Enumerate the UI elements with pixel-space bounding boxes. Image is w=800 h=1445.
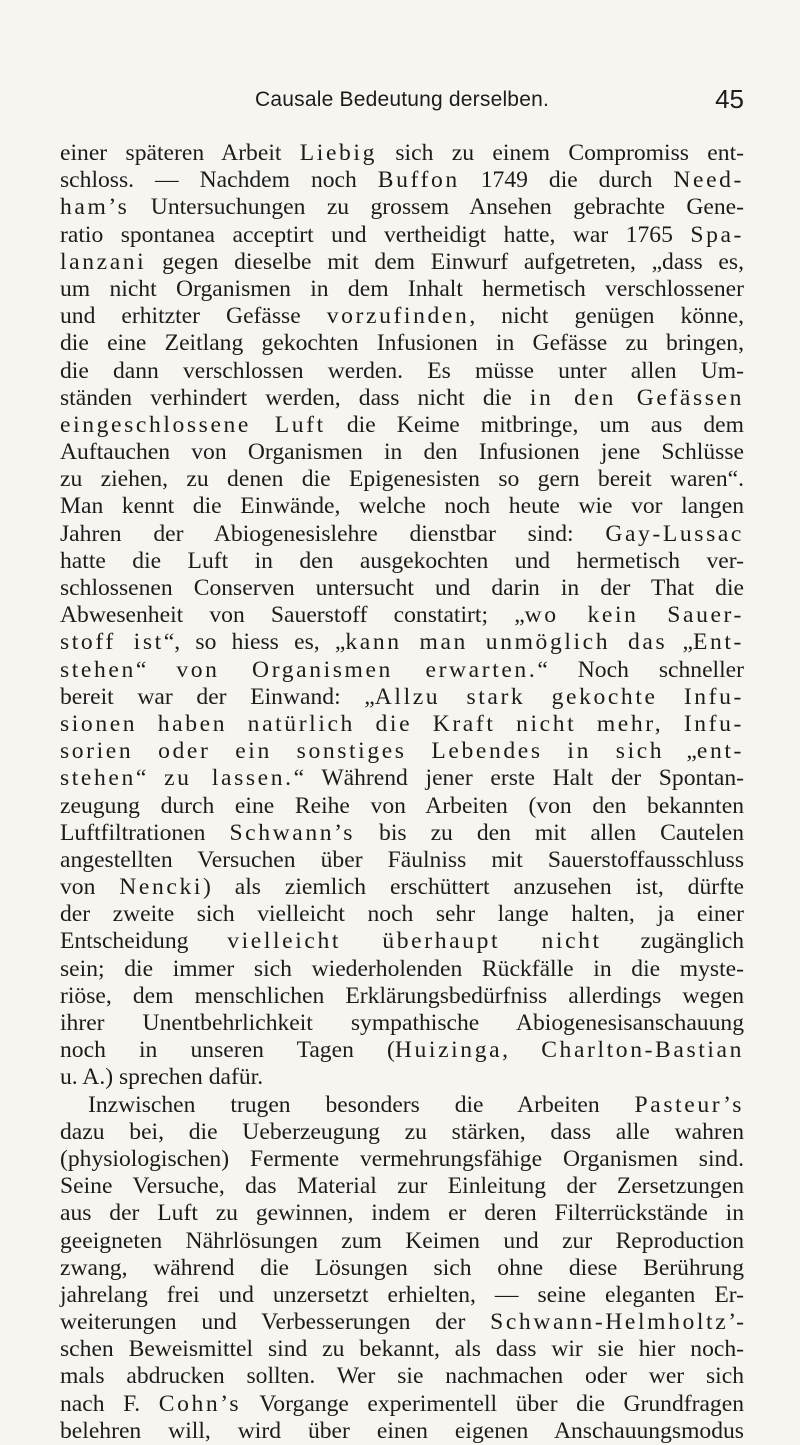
text-run: “ xyxy=(135,765,165,792)
text-run: „ xyxy=(664,738,697,765)
text-line xyxy=(60,521,744,548)
text-run: um nicht Organismen in dem Inhalt hermetisch verschlossener xyxy=(60,275,744,302)
text-run: Jahren der Abiogenesislehre dienstbar sind: xyxy=(60,520,606,547)
spaced-emphasis: Huizinga xyxy=(394,1037,503,1064)
spaced-emphasis: Schwann’s xyxy=(229,819,356,846)
text-run: 1749 die durch xyxy=(459,167,674,194)
text-line xyxy=(60,1064,744,1091)
text-run: Untersuchungen zu grossem Ansehen gebrachte Gene- xyxy=(129,194,744,221)
text-line xyxy=(60,847,744,874)
text-line xyxy=(60,901,744,928)
spaced-emphasis: Allzu stark gekochte Infu- xyxy=(374,683,744,710)
text-run: Vorgange experimentell über die Grundfragen xyxy=(241,1390,744,1417)
spaced-emphasis: ham’s xyxy=(60,194,130,221)
text-run: dazu bei, die Ueberzeugung zu stärken, dass alle wahren xyxy=(60,1118,744,1145)
text-line xyxy=(60,1336,744,1363)
spaced-emphasis: zu lassen. xyxy=(164,765,294,792)
text-line xyxy=(60,657,744,684)
text-line xyxy=(60,765,744,792)
text-run: Man kennt die Einwände, welche noch heute wie vor langen xyxy=(60,493,744,520)
text-line xyxy=(60,1200,744,1227)
text-line xyxy=(60,439,744,466)
text-run: ) als ziemlich erschüttert anzusehen ist, dürfte xyxy=(203,874,744,901)
spaced-emphasis: Gay-Lussac xyxy=(605,520,744,547)
body-text xyxy=(60,140,744,1445)
spaced-emphasis: Pasteur’s xyxy=(634,1091,744,1118)
text-run: aus der Luft zu gewinnen, indem er deren Filterrückstände in xyxy=(60,1200,744,1227)
text-run: die Keime mitbringe, um aus dem xyxy=(325,411,744,438)
text-run: von xyxy=(60,874,120,901)
page-header xyxy=(60,84,744,118)
spaced-emphasis: lanzani xyxy=(60,248,147,275)
text-line xyxy=(60,1092,744,1119)
text-run: Auftauchen von Organismen in den Infusionen jene Schlüsse xyxy=(60,439,744,466)
text-run: Inzwischen trugen besonders die Arbeiten xyxy=(88,1091,635,1118)
text-run: “ Während jener erste Halt der Spontan- xyxy=(293,765,745,792)
text-run: schloss. — Nachdem noch xyxy=(60,167,378,194)
text-run: (physiologischen) Fermente vermehrungsfähige Organismen sind. xyxy=(60,1145,744,1172)
text-line xyxy=(60,983,744,1010)
text-line xyxy=(60,1363,744,1390)
text-line xyxy=(60,412,744,439)
text-line xyxy=(60,330,744,357)
text-run: jahrelang frei und unzersetzt erhielten, — seine eleganten Er- xyxy=(60,1281,744,1308)
text-run: u. A.) sprechen dafür. xyxy=(60,1064,264,1091)
text-line xyxy=(60,1173,744,1200)
text-run: noch in unseren Tagen ( xyxy=(60,1037,395,1064)
text-line xyxy=(60,548,744,575)
text-line xyxy=(60,684,744,711)
text-run: sich zu einem Compromiss ent- xyxy=(377,140,744,166)
text-line xyxy=(60,1391,744,1418)
text-line xyxy=(60,928,744,955)
text-run: riöse, dem menschlichen Erklärungsbedürfniss allerdings wegen xyxy=(60,982,744,1009)
spaced-emphasis: Schwann-Helmholtz xyxy=(490,1309,729,1336)
text-run: sein; die immer sich wiederholenden Rückfälle in die myste- xyxy=(60,955,744,982)
text-run: mals abdrucken sollten. Wer sie nachmachen oder wer sich xyxy=(60,1363,744,1390)
text-line xyxy=(60,1309,744,1336)
text-line xyxy=(60,222,744,249)
text-line xyxy=(60,575,744,602)
text-run: zugänglich xyxy=(601,928,744,955)
text-run: ’- xyxy=(728,1309,744,1336)
text-run: Entscheidung xyxy=(60,928,228,955)
text-line xyxy=(60,303,744,330)
text-run: bereit war der Einwand: „ xyxy=(60,683,375,710)
text-run: angestellten Versuchen über Fäulniss mit Sauerstoffausschluss xyxy=(60,846,744,873)
text-run: ihrer Unentbehrlichkeit sympathische Abiogenesisanschauung xyxy=(60,1010,744,1036)
text-run: , xyxy=(502,1037,542,1064)
text-run: zwang, während die Lösungen sich ohne diese Berührung xyxy=(60,1254,744,1281)
spaced-emphasis: in den Gefässen xyxy=(529,384,744,411)
text-run: bis zu den mit allen Cautelen xyxy=(355,819,745,846)
text-run: ständen verhindert werden, dass nicht die xyxy=(60,384,530,411)
text-run: die eine Zeitlang gekochten Infusionen in Gefässe zu bringen, xyxy=(60,330,744,357)
text-run: nach F. xyxy=(60,1390,159,1417)
text-line xyxy=(60,1282,744,1309)
text-run: und erhitzter Gefässe xyxy=(60,303,327,330)
text-run: zu ziehen, zu denen die Epigenesisten so gern bereit waren“. xyxy=(60,466,744,493)
text-run: Luftfiltrationen xyxy=(60,819,230,846)
text-run: Seine Versuche, das Material zur Einleitung der Zersetzungen xyxy=(60,1173,744,1200)
text-run: zeugung durch eine Reihe von Arbeiten (von den bekannten xyxy=(60,792,744,819)
text-line xyxy=(60,1255,744,1282)
text-line xyxy=(60,1037,744,1064)
text-line xyxy=(60,1010,744,1037)
text-line xyxy=(60,820,744,847)
text-run: , nicht genügen könne, xyxy=(469,303,744,330)
text-line xyxy=(60,1119,744,1146)
text-run: geeigneten Nährlösungen zum Keimen und zur Reproduction xyxy=(60,1227,744,1254)
spaced-emphasis: Ent- xyxy=(692,629,744,656)
text-line xyxy=(60,358,744,385)
page-number: 45 xyxy=(715,84,744,114)
spaced-emphasis: Nencki xyxy=(119,874,204,901)
spaced-emphasis: Need- xyxy=(673,167,744,194)
spaced-emphasis: wo kein Sauer- xyxy=(524,602,744,629)
spaced-emphasis: sorien oder ein sonstiges Lebendes in sich xyxy=(60,738,665,765)
spaced-emphasis: ent- xyxy=(696,738,744,765)
text-line xyxy=(60,738,744,765)
text-line xyxy=(60,1228,744,1255)
spaced-emphasis: stehen xyxy=(60,765,136,792)
spaced-emphasis: vielleicht überhaupt nicht xyxy=(227,928,602,955)
text-run: die dann verschlossen werden. Es müsse unter allen Um- xyxy=(60,357,744,384)
spaced-emphasis: Buffon xyxy=(377,167,460,194)
text-line xyxy=(60,385,744,412)
text-run: weiterungen und Verbesserungen der xyxy=(60,1309,491,1336)
running-title: Causale Bedeutung derselben. xyxy=(255,88,549,111)
spaced-emphasis: stehen xyxy=(60,656,136,683)
text-line xyxy=(60,194,744,221)
spaced-emphasis: sionen haben natürlich die Kraft nicht mehr, Infu- xyxy=(60,710,744,737)
text-run: “, so hiess es, „ xyxy=(163,629,346,656)
text-run: ratio spontanea acceptirt und vertheidigt hatte, war 1765 xyxy=(60,221,691,248)
text-line xyxy=(60,249,744,276)
text-run: hatte die Luft in den ausgekochten und hermetisch ver- xyxy=(60,547,744,574)
spaced-emphasis: vorzufinden xyxy=(326,303,470,330)
spaced-emphasis: stoff ist xyxy=(60,629,164,656)
text-line xyxy=(60,493,744,520)
text-run: gegen dieselbe mit dem Einwurf aufgetreten, „dass es, xyxy=(146,248,744,275)
text-line xyxy=(60,1146,744,1173)
text-run: einer späteren Arbeit xyxy=(60,140,300,166)
text-run: „ xyxy=(667,629,693,656)
text-run: belehren will, wird über einen eigenen Anschauungsmodus xyxy=(60,1417,744,1444)
text-line xyxy=(60,276,744,303)
text-line xyxy=(60,874,744,901)
text-run: Abwesenheit von Sauerstoff constatirt; „ xyxy=(60,602,525,629)
text-line xyxy=(60,602,744,629)
spaced-emphasis: eingeschlossene Luft xyxy=(60,411,326,438)
text-line xyxy=(60,140,744,167)
text-run: schlossenen Conserven untersucht und darin in der That die xyxy=(60,575,744,601)
spaced-emphasis: kann man unmöglich das xyxy=(345,629,668,656)
text-line xyxy=(60,956,744,983)
text-run: schen Beweismittel sind zu bekannt, als dass wir sie hier noch- xyxy=(60,1336,744,1363)
text-line xyxy=(60,793,744,820)
spaced-emphasis: von Organismen erwarten. xyxy=(176,656,538,683)
spaced-emphasis: Charlton-Bastian xyxy=(541,1037,745,1064)
text-run: “ Noch schneller xyxy=(537,656,744,683)
text-line xyxy=(60,466,744,493)
text-run: “ xyxy=(135,656,177,683)
text-run: der zweite sich vielleicht noch sehr lange halten, ja einer xyxy=(60,901,744,928)
spaced-emphasis: Cohn’s xyxy=(158,1390,242,1417)
text-line xyxy=(60,711,744,738)
text-line xyxy=(60,167,744,194)
text-line xyxy=(60,629,744,656)
spaced-emphasis: Spa- xyxy=(690,221,744,248)
spaced-emphasis: Liebig xyxy=(299,140,377,166)
